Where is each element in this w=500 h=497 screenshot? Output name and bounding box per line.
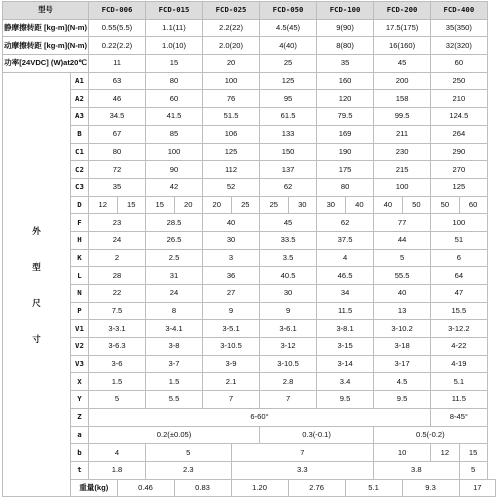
dim-row-v2: [3, 338, 496, 356]
dim-label: A2: [71, 90, 89, 108]
dim-label: F: [71, 214, 89, 232]
cell: 12: [89, 196, 118, 214]
dim-label: P: [71, 302, 89, 320]
cell: 25: [260, 55, 317, 73]
cell: 290: [431, 143, 488, 161]
cell: 100: [374, 178, 431, 196]
cell: 95: [260, 90, 317, 108]
side-char: 寸: [32, 333, 41, 344]
cell: 52: [203, 178, 260, 196]
cell: 5: [374, 249, 431, 267]
dim-label: A1: [71, 72, 89, 90]
spec-table-container: [2, 1, 496, 497]
cell: 5.1: [345, 479, 402, 497]
weight-row: [3, 479, 496, 497]
cell: 40.5: [260, 267, 317, 285]
cell: 12: [431, 444, 460, 462]
cell: 40: [345, 196, 374, 214]
cell: 55.5: [374, 267, 431, 285]
spec-table: [2, 1, 496, 497]
cell: 37.5: [317, 231, 374, 249]
cell: 150: [260, 143, 317, 161]
cell: 3-12.2: [431, 320, 488, 338]
cell: 1.0(10): [146, 37, 203, 55]
cell: 3-15: [317, 338, 374, 356]
cell: 112: [203, 161, 260, 179]
cell: 3-8.1: [317, 320, 374, 338]
cell: 4.5(45): [260, 19, 317, 37]
cell: 6: [431, 249, 488, 267]
dim-label: V1: [71, 320, 89, 338]
cell: 42: [146, 178, 203, 196]
cell: 51: [431, 231, 488, 249]
cell: 64: [431, 267, 488, 285]
cell: 30: [260, 285, 317, 303]
cell: 99.5: [374, 108, 431, 126]
side-char: 外: [32, 225, 41, 236]
dim-label: b: [71, 444, 89, 462]
cell: 28.5: [146, 214, 203, 232]
dim-label: L: [71, 267, 89, 285]
cell: 2.8: [260, 373, 317, 391]
cell: 11.5: [317, 302, 374, 320]
dim-row-p: [3, 302, 496, 320]
property-row-static-torque: [3, 19, 496, 37]
cell: 125: [203, 143, 260, 161]
dim-row-f: [3, 214, 496, 232]
cell: 3-17: [374, 355, 431, 373]
cell: 106: [203, 125, 260, 143]
cell: 100: [203, 72, 260, 90]
cell: 230: [374, 143, 431, 161]
cell: 15: [146, 196, 175, 214]
cell: 60: [459, 196, 487, 214]
cell: 5: [146, 444, 232, 462]
cell: 7: [231, 444, 374, 462]
cell: 63: [89, 72, 146, 90]
cell: 90: [146, 161, 203, 179]
cell: 25: [260, 196, 289, 214]
model-header: FCD-400: [431, 2, 488, 20]
cell: 175: [317, 161, 374, 179]
cell: 3-9: [203, 355, 260, 373]
cell: 50: [402, 196, 431, 214]
cell: 3.8: [374, 461, 460, 479]
cell: 26.5: [146, 231, 203, 249]
property-label: 静摩擦转距 [kg-m](N-m): [3, 19, 89, 37]
cell: 35: [317, 55, 374, 73]
cell: 3-10.2: [374, 320, 431, 338]
cell: 3-10.5: [260, 355, 317, 373]
cell: 0.46: [117, 479, 174, 497]
property-label: 功率[24VDC] (W)at20℃: [3, 55, 89, 73]
cell: 9.5: [374, 391, 431, 409]
side-char: 尺: [32, 297, 41, 308]
cell: 8: [146, 302, 203, 320]
cell: 35: [89, 178, 146, 196]
dim-row-a3: [3, 108, 496, 126]
cell: 62: [317, 214, 374, 232]
cell: 3-4.1: [146, 320, 203, 338]
cell: 16(160): [374, 37, 431, 55]
dim-row-v3: [3, 355, 496, 373]
cell: 100: [146, 143, 203, 161]
cell: 30: [203, 231, 260, 249]
cell: 3-6: [89, 355, 146, 373]
cell: 40: [203, 214, 260, 232]
dim-label: Y: [71, 391, 89, 409]
cell: 44: [374, 231, 431, 249]
cell: 46.5: [317, 267, 374, 285]
cell: 4(40): [260, 37, 317, 55]
cell: 5: [89, 391, 146, 409]
cell: 17.5(175): [374, 19, 431, 37]
dim-label: a: [71, 426, 89, 444]
cell: 80: [89, 143, 146, 161]
dim-row-k: [3, 249, 496, 267]
dim-label: t: [71, 461, 89, 479]
cell: 7: [260, 391, 317, 409]
cell: 72: [89, 161, 146, 179]
side-char: 型: [32, 261, 41, 272]
cell: 47: [431, 285, 488, 303]
cell: 1.5: [89, 373, 146, 391]
cell: 3.5: [260, 249, 317, 267]
cell: 60: [431, 55, 488, 73]
cell: 0.83: [174, 479, 231, 497]
dim-label: C3: [71, 178, 89, 196]
cell: 8(80): [317, 37, 374, 55]
cell: 0.3(-0.1): [260, 426, 374, 444]
dim-row-a-tolerance: [3, 426, 496, 444]
cell: 24: [89, 231, 146, 249]
cell: 11.5: [431, 391, 488, 409]
cell: 3-6.3: [89, 338, 146, 356]
cell: 23: [89, 214, 146, 232]
cell: 7: [203, 391, 260, 409]
cell: 25: [231, 196, 260, 214]
dim-row-c1: [3, 143, 496, 161]
cell: 5: [459, 461, 487, 479]
cell: 40: [374, 285, 431, 303]
cell: 190: [317, 143, 374, 161]
cell: 5.1: [431, 373, 488, 391]
cell: 3: [203, 249, 260, 267]
dim-label: C2: [71, 161, 89, 179]
model-header: FCD-100: [317, 2, 374, 20]
cell: 3-6.1: [260, 320, 317, 338]
cell: 2.76: [288, 479, 345, 497]
cell: 45: [374, 55, 431, 73]
cell: 46: [89, 90, 146, 108]
cell: 211: [374, 125, 431, 143]
dim-label: V3: [71, 355, 89, 373]
cell: 3-8: [146, 338, 203, 356]
cell: 4.5: [374, 373, 431, 391]
header-type-label: 型号: [3, 2, 89, 20]
dim-label: D: [71, 196, 89, 214]
cell: 1.1(11): [146, 19, 203, 37]
cell: 4-22: [431, 338, 488, 356]
dim-row-n: [3, 285, 496, 303]
dim-row-h: [3, 231, 496, 249]
cell: 80: [317, 178, 374, 196]
dim-label: V2: [71, 338, 89, 356]
dim-row-c2: [3, 161, 496, 179]
cell: 3-7: [146, 355, 203, 373]
cell: 62: [260, 178, 317, 196]
cell: 9: [260, 302, 317, 320]
cell: 36: [203, 267, 260, 285]
dim-label: C1: [71, 143, 89, 161]
dim-label: X: [71, 373, 89, 391]
dim-row-b-small: [3, 444, 496, 462]
cell: 6-60°: [89, 408, 431, 426]
cell: 3.4: [317, 373, 374, 391]
cell: 5.5: [146, 391, 203, 409]
dim-label: A3: [71, 108, 89, 126]
cell: 33.5: [260, 231, 317, 249]
cell: 2: [89, 249, 146, 267]
dim-label: N: [71, 285, 89, 303]
cell: 9.3: [402, 479, 459, 497]
cell: 2.3: [146, 461, 232, 479]
cell: 9: [203, 302, 260, 320]
cell: 77: [374, 214, 431, 232]
cell: 34: [317, 285, 374, 303]
cell: 3-18: [374, 338, 431, 356]
cell: 0.55(5.5): [89, 19, 146, 37]
cell: 8-45°: [431, 408, 488, 426]
cell: 15: [146, 55, 203, 73]
dim-label: H: [71, 231, 89, 249]
property-label: 动摩擦转距 [kg-m](N-m): [3, 37, 89, 55]
cell: 28: [89, 267, 146, 285]
cell: 85: [146, 125, 203, 143]
dim-row-t: [3, 461, 496, 479]
cell: 41.5: [146, 108, 203, 126]
cell: 76: [203, 90, 260, 108]
cell: 3-3.1: [89, 320, 146, 338]
cell: 2.2(22): [203, 19, 260, 37]
cell: 34.5: [89, 108, 146, 126]
cell: 15: [117, 196, 146, 214]
dim-label: K: [71, 249, 89, 267]
cell: 124.5: [431, 108, 488, 126]
cell: 4-19: [431, 355, 488, 373]
cell: 120: [317, 90, 374, 108]
cell: 200: [374, 72, 431, 90]
cell: 30: [288, 196, 317, 214]
cell: 3.3: [231, 461, 374, 479]
cell: 169: [317, 125, 374, 143]
cell: 20: [203, 196, 232, 214]
cell: 7.5: [89, 302, 146, 320]
cell: 1.20: [231, 479, 288, 497]
cell: 40: [374, 196, 403, 214]
cell: 0.5(-0.2): [374, 426, 488, 444]
weight-label: 重量(kg): [71, 479, 118, 497]
model-header: FCD-015: [146, 2, 203, 20]
cell: 20: [174, 196, 203, 214]
cell: 60: [146, 90, 203, 108]
model-header: FCD-006: [89, 2, 146, 20]
property-row-power: [3, 55, 496, 73]
cell: 15: [459, 444, 487, 462]
cell: 10: [374, 444, 431, 462]
cell: 4: [89, 444, 146, 462]
cell: 9.5: [317, 391, 374, 409]
cell: 133: [260, 125, 317, 143]
model-header: FCD-200: [374, 2, 431, 20]
cell: 35(350): [431, 19, 488, 37]
dim-row-y: [3, 391, 496, 409]
cell: 15.5: [431, 302, 488, 320]
cell: 9(90): [317, 19, 374, 37]
cell: 27: [203, 285, 260, 303]
cell: 0.2(±0.05): [89, 426, 260, 444]
cell: 67: [89, 125, 146, 143]
cell: 13: [374, 302, 431, 320]
dim-row-d: [3, 196, 496, 214]
cell: 17: [459, 479, 495, 497]
cell: 0.22(2.2): [89, 37, 146, 55]
model-header: FCD-050: [260, 2, 317, 20]
cell: 2.0(20): [203, 37, 260, 55]
cell: 50: [431, 196, 460, 214]
cell: 125: [431, 178, 488, 196]
dim-row-x: [3, 373, 496, 391]
cell: 30: [317, 196, 346, 214]
cell: 3-12: [260, 338, 317, 356]
cell: 1.5: [146, 373, 203, 391]
dim-row-z: [3, 408, 496, 426]
cell: 3-10.5: [203, 338, 260, 356]
cell: 250: [431, 72, 488, 90]
cell: 22: [89, 285, 146, 303]
cell: 31: [146, 267, 203, 285]
cell: 61.5: [260, 108, 317, 126]
cell: 80: [146, 72, 203, 90]
dim-row-b: [3, 125, 496, 143]
model-header: FCD-025: [203, 2, 260, 20]
dimension-side-label: [3, 72, 71, 497]
dim-row-l: [3, 267, 496, 285]
cell: 2.1: [203, 373, 260, 391]
cell: 264: [431, 125, 488, 143]
cell: 79.5: [317, 108, 374, 126]
dim-row-v1: [3, 320, 496, 338]
cell: 160: [317, 72, 374, 90]
cell: 3-5.1: [203, 320, 260, 338]
cell: 2.5: [146, 249, 203, 267]
cell: 51.5: [203, 108, 260, 126]
dim-row-c3: [3, 178, 496, 196]
cell: 24: [146, 285, 203, 303]
dim-row-a2: [3, 90, 496, 108]
cell: 270: [431, 161, 488, 179]
cell: 1.8: [89, 461, 146, 479]
cell: 11: [89, 55, 146, 73]
dim-label: Z: [71, 408, 89, 426]
cell: 32(320): [431, 37, 488, 55]
header-row: [3, 2, 496, 20]
cell: 158: [374, 90, 431, 108]
cell: 4: [317, 249, 374, 267]
cell: 125: [260, 72, 317, 90]
cell: 3-14: [317, 355, 374, 373]
cell: 100: [431, 214, 488, 232]
property-row-dynamic-torque: [3, 37, 496, 55]
cell: 20: [203, 55, 260, 73]
dim-label: B: [71, 125, 89, 143]
cell: 45: [260, 214, 317, 232]
cell: 210: [431, 90, 488, 108]
dim-row-a1: [3, 72, 496, 90]
cell: 137: [260, 161, 317, 179]
cell: 215: [374, 161, 431, 179]
